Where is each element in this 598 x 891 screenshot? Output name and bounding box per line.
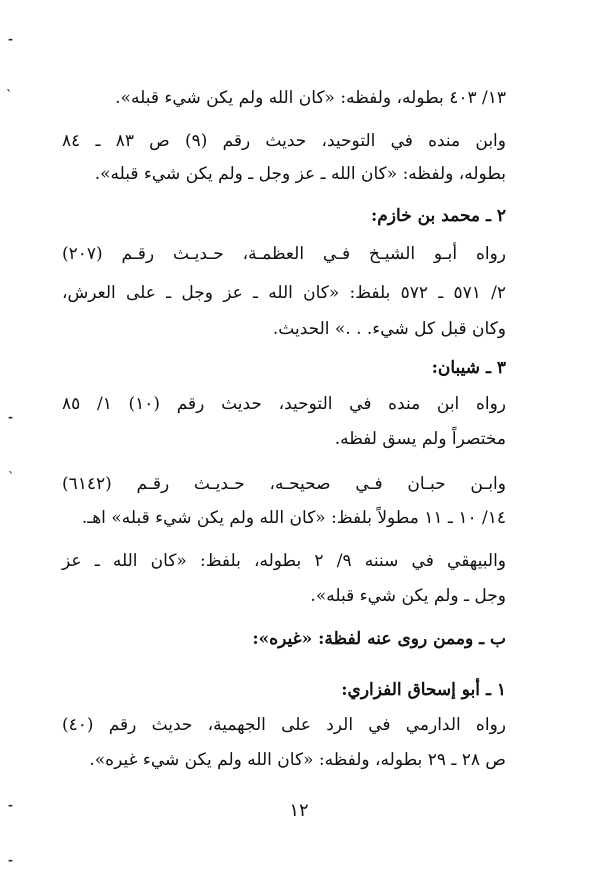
text-line: وجل ـ ولم يكن شيء قبله». [310,586,506,606]
section-heading: ٣ ـ شيبان: [431,358,506,378]
margin-mark: - [8,410,13,424]
text-line: والبيهقي في سننه ٩/ ٢ بطوله، بلفظ: «كان الله ـ عز [62,551,506,571]
text-line: ص ٢٨ ـ ٢٩ بطوله، ولفظه: «كان الله ولم يكن شيء غيره». [89,750,506,770]
text-line: مختصراً ولم يسق لفظه. [334,429,506,449]
margin-mark: - [8,32,13,46]
text-line: ١٤/ ١٠ ـ ١١ مطولاً بلفظ: «كان الله ولم يكن شيء قبله» اهـ. [81,508,506,528]
page-number: ١٢ [289,800,309,821]
text-line: ١٣/ ٤٠٣ بطوله، ولفظه: «كان الله ولم يكن شيء قبله». [115,88,506,108]
margin-mark: ˋ [8,470,14,484]
margin-mark: ˋ [6,88,12,102]
text-line: رواه أبـو الشيـخ فـي العظمـة، حـديـث رقـم (٢٠٧) [62,244,506,264]
margin-mark: - [8,853,13,867]
section-heading: ١ ـ أبو إسحاق الفزاري: [341,680,506,700]
section-heading: ٢ ـ محمد بن خازم: [371,206,506,226]
section-heading: ب ـ وممن روى عنه لفظة: «غيره»: [252,629,506,649]
text-line: رواه الدارمي في الرد على الجهمية، حديث رقم (٤٠) [62,715,506,735]
text-line: وابن منده في التوحيد، حديث رقم (٩) ص ٨٣ ـ ٨٤ [62,131,506,151]
text-line: وابـن حبـان فـي صحيحـه، حـديـث رقـم (٦١٤٢) [62,474,506,494]
text-line: بطوله، ولفظه: «كان الله ـ عز وجل ـ ولم يكن شيء قبله». [94,164,506,184]
text-line: ٢/ ٥٧١ ـ ٥٧٢ بلفظ: «كان الله ـ عز وجل ـ على العرش، [62,283,506,303]
text-line: وكان قبل كل شيء. . .» الحديث. [272,319,506,339]
margin-mark: - [8,798,13,812]
text-line: رواه ابن منده في التوحيد، حديث رقم (١٠) ١/ ٨٥ [62,394,507,414]
